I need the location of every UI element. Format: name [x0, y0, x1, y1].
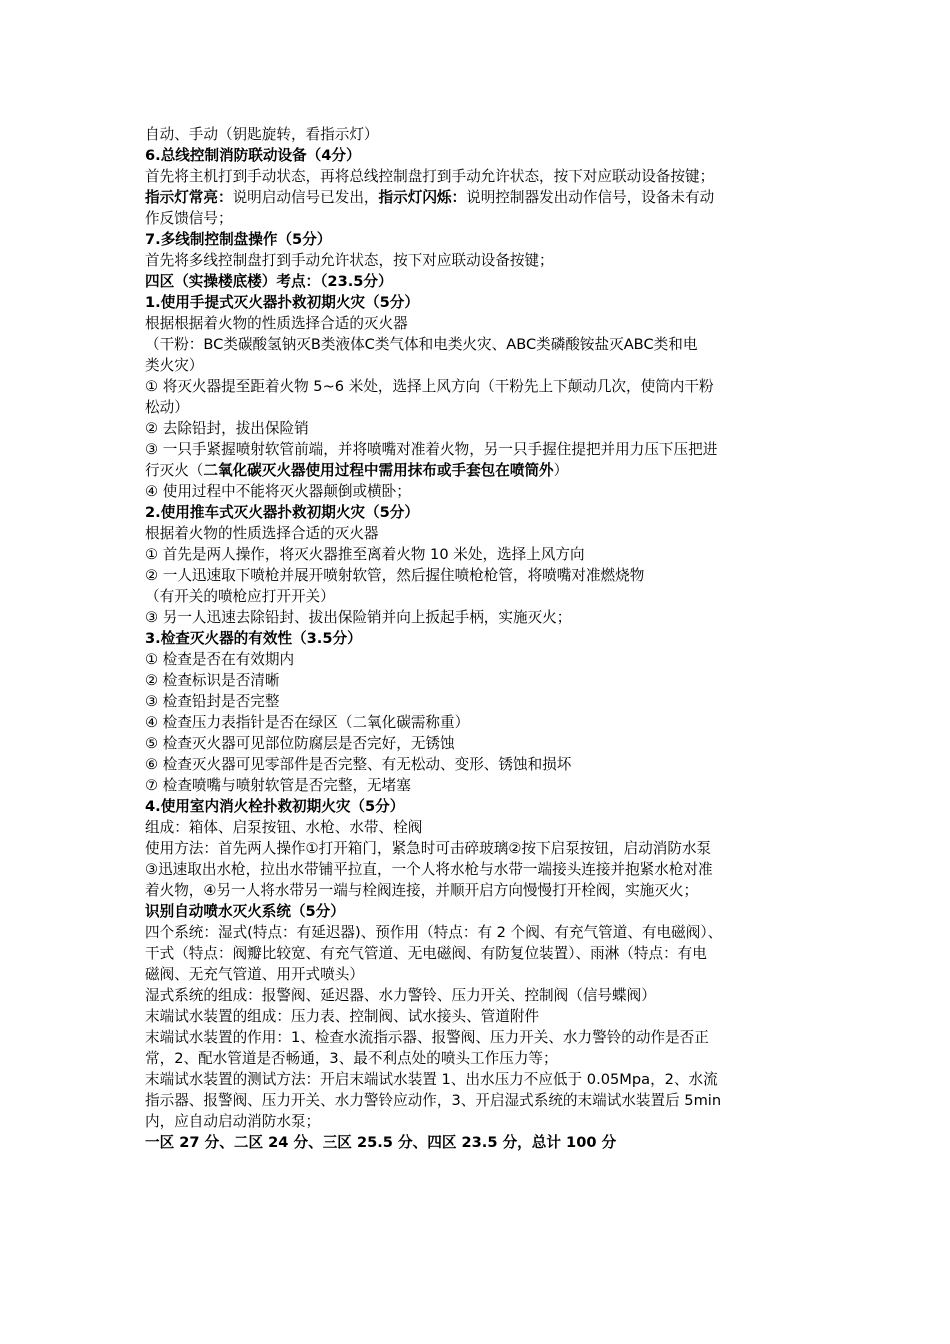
text-line: 首先将主机打到手动状态，再将总线控制盘打到手动允许状态，按下对应联动设备按键； [145, 168, 715, 185]
text-line: 自动、手动（钥匙旋转，看指示灯） [145, 126, 379, 143]
text-line [145, 187, 813, 208]
text-line: （干粉：BC类碳酸氢钠灭B类液体C类气体和电类火灾、ABC类磷酸铵盐灭ABC类和电 [145, 336, 698, 353]
text-line: 末端试水装置的作用：1、检查水流指示器、报警阀、压力开关、水力警铃的动作是否正 [145, 1029, 709, 1046]
text-line: 干式（特点：阀瓣比较宽、有充气管道、无电磁阀、有防复位装置）、雨淋（特点：有电 [145, 945, 707, 962]
text-line: ⑤ 检查灭火器可见部位防腐层是否完好，无锈蚀 [145, 735, 455, 752]
text-line: 指示器、报警阀、压力开关、水力警铃应动作，3、开启湿式系统的末端试水装置后 5min [145, 1092, 722, 1109]
heading-line: 7.多线制控制盘操作（5分） [145, 231, 332, 248]
heading-line: 4.使用室内消火栓扑救初期火灾（5分） [145, 798, 405, 815]
text-line: 磁阀、无充气管道、用开式喷头） [145, 966, 364, 983]
text-span: ） [553, 462, 569, 479]
text-line: 着火物，④另一人将水带另一端与栓阀连接，并顺开启方向慢慢打开栓阀，实施灭火； [145, 882, 699, 899]
text-line: 组成：箱体、启泵按钮、水枪、水带、栓阀 [145, 819, 423, 836]
text-line: 松动） [145, 399, 189, 416]
text-span: 说明控制器发出动作信号，设备未有动 [466, 189, 715, 206]
text-line: 湿式系统的组成：报警阀、延迟器、水力警铃、压力开关、控制阀（信号蝶阀） [145, 987, 656, 1004]
text-line: ③迅速取出水枪，拉出水带铺平拉直，一个人将水枪与水带一端接头连接并抱紧水枪对准 [145, 861, 713, 878]
text-line [145, 460, 813, 481]
heading-line: 识别自动喷水灭火系统（5分） [145, 903, 345, 920]
text-line: ① 首先是两人操作，将灭火器推至离着火物 10 米处，选择上风方向 [145, 546, 585, 563]
text-line: 作反馈信号； [145, 210, 233, 227]
text-line: ③ 另一人迅速去除铅封、拔出保险销并向上扳起手柄，实施灭火； [145, 609, 572, 626]
heading-line: 3.检查灭火器的有效性（3.5分） [145, 630, 362, 647]
text-line: 内，应自动启动消防水泵； [145, 1113, 321, 1130]
text-line: ③ 检查铅封是否完整 [145, 693, 280, 710]
text-line: 末端试水装置的组成：压力表、控制阀、试水接头、管道附件 [145, 1008, 540, 1025]
text-line: 末端试水装置的测试方法：开启末端试水装置 1、出水压力不应低于 0.05Mpa，2、水流 [145, 1071, 718, 1088]
text-line: ② 一人迅速取下喷枪并展开喷射软管，然后握住喷枪枪管，将喷嘴对准燃烧物 [145, 567, 645, 584]
text-line: ④ 使用过程中不能将灭火器颠倒或横卧； [145, 483, 411, 500]
text-line: ① 检查是否在有效期内 [145, 651, 295, 668]
text-span: 行灭火（ [145, 462, 204, 479]
bold-span: 指示灯闪烁： [378, 189, 467, 206]
text-line: 使用方法：首先两人操作①打开箱门，紧急时可击碎玻璃②按下启泵按钮，启动消防水泵 [145, 840, 712, 857]
text-line: 根据着火物的性质选择合适的灭火器 [145, 525, 379, 542]
text-line: ④ 检查压力表指针是否在绿区（二氧化碳需称重） [145, 714, 470, 731]
text-line: 根据根据着火物的性质选择合适的灭火器 [145, 315, 408, 332]
text-line: ① 将灭火器提至距着火物 5~6 米处，选择上风方向（干粉先上下颠动几次，使筒内干粉 [145, 378, 714, 395]
bold-span: 指示灯常亮： [145, 189, 233, 206]
heading-line: 6.总线控制消防联动设备（4分） [145, 147, 361, 164]
text-line: （有开关的喷枪应打开开关） [145, 588, 335, 605]
text-line: ⑦ 检查喷嘴与喷射软管是否完整，无堵塞 [145, 777, 411, 794]
text-line: ② 去除铅封，拔出保险销 [145, 420, 309, 437]
heading-line: 2.使用推车式灭火器扑救初期火灾（5分） [145, 504, 419, 521]
heading-line: 一区 27 分、二区 24 分、三区 25.5 分、四区 23.5 分，总计 100 分 [145, 1134, 617, 1151]
text-span: 说明启动信号已发出， [232, 189, 379, 206]
text-line: ⑥ 检查灭火器可见零部件是否完整、有无松动、变形、锈蚀和损坏 [145, 756, 572, 773]
heading-line: 1.使用手提式灭火器扑救初期火灾（5分） [145, 294, 419, 311]
document-page [145, 124, 813, 1153]
text-line: ③ 一只手紧握喷射软管前端，并将喷嘴对准着火物，另一只手握住提把并用力压下压把进 [145, 441, 718, 458]
heading-line: 四区（实操楼底楼）考点：（23.5分） [145, 273, 393, 290]
text-line: 常，2、配水管道是否畅通，3、最不利点处的喷头工作压力等； [145, 1050, 558, 1067]
text-line: 四个系统：湿式(特点：有延迟器)、预作用（特点：有 2 个阀、有充气管道、有电磁阀）、 [145, 924, 723, 941]
text-line: ② 检查标识是否清晰 [145, 672, 280, 689]
text-line: 首先将多线控制盘打到手动允许状态，按下对应联动设备按键； [145, 252, 554, 269]
text-line: 类火灾） [145, 357, 204, 374]
bold-span: 二氧化碳灭火器使用过程中需用抹布或手套包在喷筒外 [203, 462, 554, 479]
